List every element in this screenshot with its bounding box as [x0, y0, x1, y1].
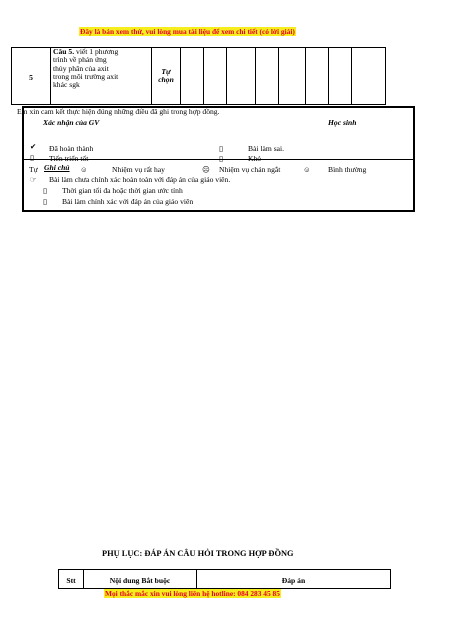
normal-label: Bình thường	[328, 165, 367, 174]
answer-col-header: Nội dung Bắt buộc	[109, 576, 171, 585]
footer-banner: Mọi thắc mắc xin vui lòng liên hệ hotline: 084 283 45 85	[105, 589, 280, 598]
smile-icon: ☺	[303, 165, 311, 174]
commitment-text: Em xin cam kết thực hiện đúng những điều đã ghi trong hợp đồng.	[17, 107, 220, 116]
task-line: trong môi trường axit	[53, 72, 119, 82]
task-type: chọn	[158, 75, 174, 84]
accurate-label: Bài làm chính xác với đáp án của giáo viên	[62, 197, 194, 206]
task-line: khác sgk	[53, 80, 80, 90]
header-banner: Đây là bản xem thử, vui lòng mua tài liệu để xem chi tiết (có lời giải)	[80, 27, 295, 36]
task-type: Tự	[161, 66, 171, 76]
box-icon: ▯	[219, 154, 224, 163]
task-line: thủy phân của axit	[53, 63, 109, 73]
answer-table	[58, 569, 391, 589]
answer-col-header: Đáp án	[281, 576, 306, 585]
task-stt: 5	[29, 73, 33, 82]
hand-icon: ☞	[30, 175, 37, 184]
box-icon: ▯	[30, 153, 35, 162]
frown-icon: ☹	[202, 165, 210, 174]
appendix-title: PHỤ LỤC: ĐÁP ÁN CÂU HỎI TRONG HỢP ĐỒNG	[102, 549, 294, 558]
interesting-label: Nhiệm vụ rất hay	[112, 165, 165, 174]
on-time-label: Thời gian tối đa hoặc thời gian ước tính	[62, 186, 183, 195]
task-line: trình về phản ứng	[53, 55, 107, 65]
box-icon: ▯	[43, 186, 48, 195]
check-icon: ✔	[30, 142, 37, 151]
task-table	[11, 47, 386, 105]
note-label: Ghi chú	[44, 163, 70, 172]
not-accurate-label: Bài làm chưa chính xác hoàn toàn với đáp án của giáo viên.	[49, 175, 231, 184]
hard-label: Khó	[248, 154, 262, 163]
self-label: Tự	[29, 165, 38, 174]
wrong-label: Bài làm sai.	[248, 144, 285, 153]
progress-label: Tiến triển tốt	[49, 154, 89, 163]
box-icon: ▯	[219, 144, 224, 153]
student-label: Học sinh	[328, 118, 357, 127]
completed-label: Đã hoàn thành	[49, 144, 94, 153]
task-label: Câu 5.	[53, 47, 75, 56]
task-line: viết 1 phương	[76, 47, 119, 56]
boring-label: Nhiệm vụ chán ngắt	[219, 165, 281, 174]
smile-icon: ☺	[80, 165, 88, 174]
answer-col-header: Stt	[66, 576, 76, 585]
box-icon: ▯	[43, 197, 48, 206]
gv-confirmation-label: Xác nhận của GV	[43, 118, 100, 127]
